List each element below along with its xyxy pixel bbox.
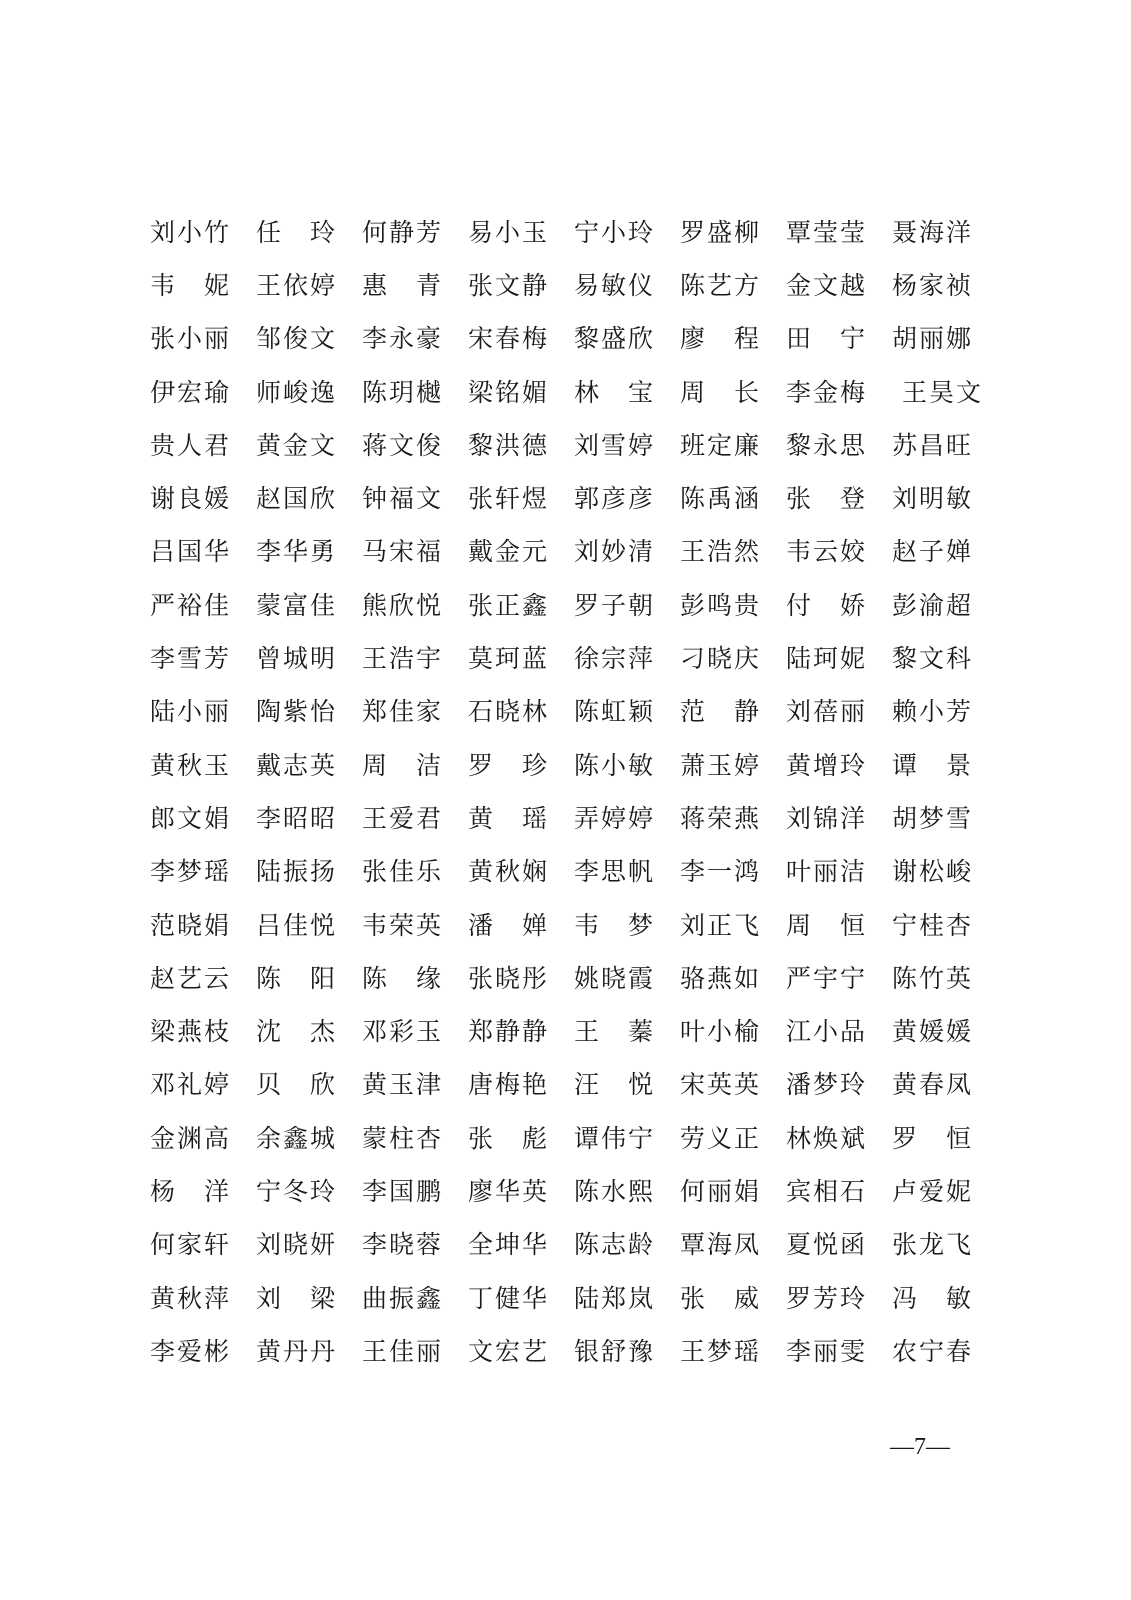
- name-entry: 黄媛媛: [892, 1017, 974, 1047]
- name-entry: 谢松峻: [892, 857, 974, 887]
- name-entry: 陈禹涵: [680, 484, 762, 514]
- name-row: [150, 632, 990, 685]
- name-entry: 宋春梅: [468, 324, 550, 354]
- name-entry: 宁小玲: [574, 217, 656, 247]
- name-entry: 周 洁: [362, 750, 444, 780]
- name-entry: 王爱君: [362, 803, 444, 833]
- name-entry: 韦 梦: [574, 910, 656, 940]
- name-entry: 郑静静: [468, 1017, 550, 1047]
- name-entry: 邓彩玉: [362, 1017, 444, 1047]
- name-row: [150, 739, 990, 792]
- name-entry: 张小丽: [150, 324, 232, 354]
- name-entry: 刘明敏: [892, 484, 974, 514]
- name-entry: 刘雪婷: [574, 430, 656, 460]
- name-entry: 宋英英: [680, 1070, 762, 1100]
- name-entry: 廖华英: [468, 1176, 550, 1206]
- name-row: [150, 1165, 990, 1218]
- name-entry: 罗盛柳: [680, 217, 762, 247]
- name-entry: 何静芳: [362, 217, 444, 247]
- name-entry: 曾城明: [256, 644, 338, 674]
- name-entry: 廖 程: [680, 324, 762, 354]
- name-entry: 张晓彤: [468, 963, 550, 993]
- name-entry: 刘正飞: [680, 910, 762, 940]
- name-row: [150, 846, 990, 899]
- name-entry: 冯 敏: [892, 1283, 974, 1313]
- name-entry: 郑佳家: [362, 697, 444, 727]
- page-number: —7—: [890, 1434, 950, 1460]
- name-entry: 赖小芳: [892, 697, 974, 727]
- name-entry: 李华勇: [256, 537, 338, 567]
- name-entry: 黎盛欣: [574, 324, 656, 354]
- name-row: [150, 686, 990, 739]
- name-entry: 文宏艺: [468, 1336, 550, 1366]
- name-entry: 陶紫怡: [256, 697, 338, 727]
- name-entry: 余鑫城: [256, 1123, 338, 1153]
- name-entry: 陈虹颖: [574, 697, 656, 727]
- name-entry: 韦云姣: [786, 537, 868, 567]
- name-entry: 陈竹英: [892, 963, 974, 993]
- name-entry: 韦 妮: [150, 270, 232, 300]
- name-entry: 罗 恒: [892, 1123, 974, 1153]
- name-entry: 丁健华: [468, 1283, 550, 1313]
- name-entry: 李梦瑶: [150, 857, 232, 887]
- name-row: [150, 1325, 990, 1378]
- name-entry: 黄秋萍: [150, 1283, 232, 1313]
- names-grid: [150, 206, 990, 1379]
- name-entry: 劳义正: [680, 1123, 762, 1153]
- name-entry: 刘小竹: [150, 217, 232, 247]
- name-entry: 谭伟宁: [574, 1123, 656, 1153]
- name-entry: 黄金文: [256, 430, 338, 460]
- name-entry: 胡梦雪: [892, 803, 974, 833]
- name-entry: 钟福文: [362, 484, 444, 514]
- name-row: [150, 472, 990, 525]
- name-entry: 师峻逸: [256, 377, 338, 407]
- name-entry: 全坤华: [468, 1230, 550, 1260]
- name-entry: 王浩然: [680, 537, 762, 567]
- name-entry: 赵艺云: [150, 963, 232, 993]
- name-entry: 卢爱妮: [892, 1176, 974, 1206]
- name-entry: 宁冬玲: [256, 1176, 338, 1206]
- name-entry: 蒙富佳: [256, 590, 338, 620]
- name-entry: 黄玉津: [362, 1070, 444, 1100]
- name-entry: 苏昌旺: [892, 430, 974, 460]
- name-row: [150, 1219, 990, 1272]
- name-row: [150, 526, 990, 579]
- name-entry: 蒋文俊: [362, 430, 444, 460]
- name-entry: 黎文科: [892, 644, 974, 674]
- name-entry: 惠 青: [362, 270, 444, 300]
- name-entry: 刁晓庆: [680, 644, 762, 674]
- name-entry: 刘 梁: [256, 1283, 338, 1313]
- name-row: [150, 792, 990, 845]
- name-entry: 梁铭媚: [468, 377, 550, 407]
- name-entry: 王佳丽: [362, 1336, 444, 1366]
- name-entry: 徐宗萍: [574, 644, 656, 674]
- name-row: [150, 1272, 990, 1325]
- name-entry: 戴金元: [468, 537, 550, 567]
- name-entry: 何丽娟: [680, 1176, 762, 1206]
- name-entry: 弄婷婷: [574, 803, 656, 833]
- name-entry: 金渊高: [150, 1123, 232, 1153]
- name-entry: 宾相石: [786, 1176, 868, 1206]
- name-entry: 郎文娟: [150, 803, 232, 833]
- name-entry: 马宋福: [362, 537, 444, 567]
- name-entry: 李金梅: [786, 377, 868, 407]
- name-entry: 林 宝: [574, 377, 656, 407]
- name-entry: 郭彦彦: [574, 484, 656, 514]
- name-row: [150, 419, 990, 472]
- name-entry: 唐梅艳: [468, 1070, 550, 1100]
- name-entry: 胡丽娜: [892, 324, 974, 354]
- name-entry: 石晓林: [468, 697, 550, 727]
- name-entry: 李晓蓉: [362, 1230, 444, 1260]
- name-entry: 黄丹丹: [256, 1336, 338, 1366]
- name-entry: 刘锦洋: [786, 803, 868, 833]
- name-entry: 严裕佳: [150, 590, 232, 620]
- name-entry: 陈艺方: [680, 270, 762, 300]
- name-entry: 张轩煜: [468, 484, 550, 514]
- name-entry: 王昊文: [892, 377, 983, 407]
- name-entry: 陈玥樾: [362, 377, 444, 407]
- name-entry: 李雪芳: [150, 644, 232, 674]
- name-entry: 邹俊文: [256, 324, 338, 354]
- name-entry: 任 玲: [256, 217, 338, 247]
- name-row: [150, 206, 990, 259]
- name-entry: 林焕斌: [786, 1123, 868, 1153]
- name-row: [150, 952, 990, 1005]
- name-entry: 李国鹏: [362, 1176, 444, 1206]
- name-entry: 陆振扬: [256, 857, 338, 887]
- name-entry: 赵国欣: [256, 484, 338, 514]
- name-entry: 陆郑岚: [574, 1283, 656, 1313]
- name-entry: 刘蓓丽: [786, 697, 868, 727]
- name-entry: 黄 瑶: [468, 803, 550, 833]
- name-entry: 彭鸣贵: [680, 590, 762, 620]
- name-entry: 黄春凤: [892, 1070, 974, 1100]
- name-entry: 王浩宇: [362, 644, 444, 674]
- name-entry: 叶小榆: [680, 1017, 762, 1047]
- name-entry: 陈水熙: [574, 1176, 656, 1206]
- name-entry: 赵子婵: [892, 537, 974, 567]
- name-entry: 黄秋玉: [150, 750, 232, 780]
- name-entry: 农宁春: [892, 1336, 974, 1366]
- name-row: [150, 1112, 990, 1165]
- name-entry: 陈小敏: [574, 750, 656, 780]
- name-entry: 覃莹莹: [786, 217, 868, 247]
- name-entry: 黄秋娴: [468, 857, 550, 887]
- name-row: [150, 1005, 990, 1058]
- name-entry: 张 登: [786, 484, 868, 514]
- name-row: [150, 579, 990, 632]
- name-entry: 姚晓霞: [574, 963, 656, 993]
- name-entry: 王 蓁: [574, 1017, 656, 1047]
- name-entry: 范 静: [680, 697, 762, 727]
- name-entry: 张龙飞: [892, 1230, 974, 1260]
- name-entry: 陈志龄: [574, 1230, 656, 1260]
- name-entry: 贝 欣: [256, 1070, 338, 1100]
- name-row: [150, 1059, 990, 1112]
- name-entry: 谢良媛: [150, 484, 232, 514]
- name-entry: 张文静: [468, 270, 550, 300]
- name-entry: 熊欣悦: [362, 590, 444, 620]
- name-entry: 张佳乐: [362, 857, 444, 887]
- name-entry: 陆珂妮: [786, 644, 868, 674]
- name-entry: 贵人君: [150, 430, 232, 460]
- name-entry: 杨家祯: [892, 270, 974, 300]
- name-entry: 梁燕枝: [150, 1017, 232, 1047]
- name-entry: 付 娇: [786, 590, 868, 620]
- name-entry: 陆小丽: [150, 697, 232, 727]
- name-entry: 范晓娟: [150, 910, 232, 940]
- name-entry: 曲振鑫: [362, 1283, 444, 1313]
- name-entry: 韦荣英: [362, 910, 444, 940]
- name-entry: 李昭昭: [256, 803, 338, 833]
- name-entry: 金文越: [786, 270, 868, 300]
- name-entry: 黄增玲: [786, 750, 868, 780]
- name-entry: 周 长: [680, 377, 762, 407]
- name-entry: 张正鑫: [468, 590, 550, 620]
- name-entry: 谭 景: [892, 750, 974, 780]
- name-entry: 骆燕如: [680, 963, 762, 993]
- name-entry: 陈 缘: [362, 963, 444, 993]
- name-entry: 李爱彬: [150, 1336, 232, 1366]
- name-entry: 张 彪: [468, 1123, 550, 1153]
- name-entry: 周 恒: [786, 910, 868, 940]
- name-row: [150, 899, 990, 952]
- name-entry: 张 威: [680, 1283, 762, 1313]
- name-entry: 李丽雯: [786, 1336, 868, 1366]
- name-entry: 潘梦玲: [786, 1070, 868, 1100]
- name-entry: 潘 婵: [468, 910, 550, 940]
- name-entry: 黎洪德: [468, 430, 550, 460]
- name-entry: 罗 珍: [468, 750, 550, 780]
- name-entry: 蒙柱杏: [362, 1123, 444, 1153]
- name-entry: 陈 阳: [256, 963, 338, 993]
- name-entry: 萧玉婷: [680, 750, 762, 780]
- name-entry: 莫珂蓝: [468, 644, 550, 674]
- name-entry: 李一鸿: [680, 857, 762, 887]
- name-entry: 吕佳悦: [256, 910, 338, 940]
- name-entry: 李思帆: [574, 857, 656, 887]
- name-entry: 易小玉: [468, 217, 550, 247]
- name-row: [150, 259, 990, 312]
- name-entry: 黎永思: [786, 430, 868, 460]
- name-entry: 何家轩: [150, 1230, 232, 1260]
- name-entry: 班定廉: [680, 430, 762, 460]
- name-entry: 田 宁: [786, 324, 868, 354]
- name-entry: 彭渝超: [892, 590, 974, 620]
- name-entry: 伊宏瑜: [150, 377, 232, 407]
- name-entry: 吕国华: [150, 537, 232, 567]
- name-entry: 叶丽洁: [786, 857, 868, 887]
- name-entry: 刘妙清: [574, 537, 656, 567]
- name-entry: 汪 悦: [574, 1070, 656, 1100]
- name-entry: 易敏仪: [574, 270, 656, 300]
- name-entry: 王依婷: [256, 270, 338, 300]
- name-entry: 覃海凤: [680, 1230, 762, 1260]
- name-entry: 银舒豫: [574, 1336, 656, 1366]
- name-entry: 罗芳玲: [786, 1283, 868, 1313]
- name-entry: 李永豪: [362, 324, 444, 354]
- name-entry: 聂海洋: [892, 217, 974, 247]
- name-entry: 王梦瑶: [680, 1336, 762, 1366]
- name-entry: 宁桂杏: [892, 910, 974, 940]
- name-entry: 罗子朝: [574, 590, 656, 620]
- name-row: [150, 366, 990, 419]
- name-entry: 蒋荣燕: [680, 803, 762, 833]
- name-row: [150, 313, 990, 366]
- name-entry: 江小品: [786, 1017, 868, 1047]
- name-entry: 邓礼婷: [150, 1070, 232, 1100]
- name-entry: 杨 洋: [150, 1176, 232, 1206]
- name-entry: 戴志英: [256, 750, 338, 780]
- name-entry: 夏悦函: [786, 1230, 868, 1260]
- name-entry: 刘晓妍: [256, 1230, 338, 1260]
- name-entry: 严宇宁: [786, 963, 868, 993]
- name-entry: 沈 杰: [256, 1017, 338, 1047]
